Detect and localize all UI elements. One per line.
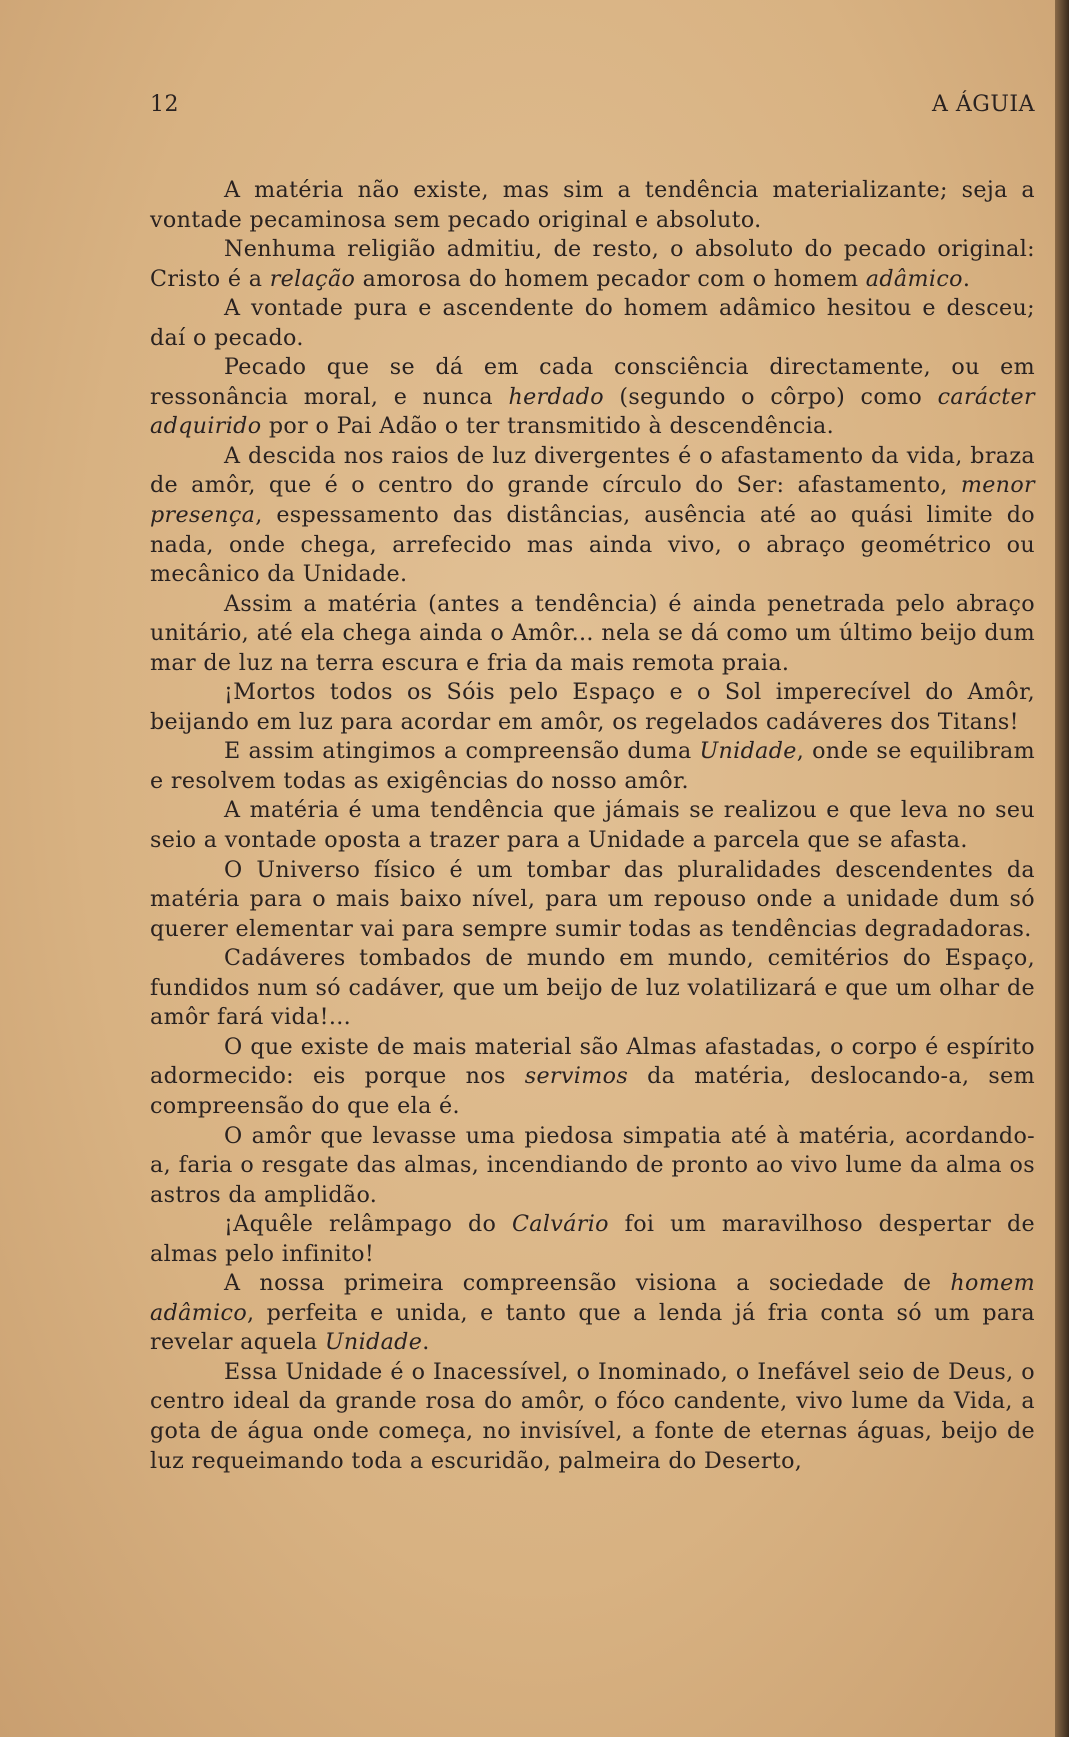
text-run: , onde se equilibram e resolvem todas as exigências do nosso amôr. — [150, 738, 1036, 794]
text-run: A matéria é uma tendência que jámais se realizou e que leva no seu seio a vontade oposta a trazer para a Unidade a parcela que se afasta. — [150, 797, 1035, 854]
italic-run: Unidade — [699, 738, 797, 765]
text-run: A descida nos raios de luz divergentes é o afastamento da vida, braza de amôr, que é o centro do grande círculo do Ser: afastamento, — [150, 442, 1035, 499]
paragraph — [150, 353, 1035, 442]
text-run: Essa Unidade é o Inacessível, o Inominado, o Inefável seio de Deus, o centro ideal da grande rosa do amôr, o fóco candente, vivo lume da Vida, a gota de água onde começa, no invisível, a fonte de eternas águas, beijo de luz requeimando toda a escuridão, palmeira do Deserto, — [150, 1358, 1035, 1474]
italic-run: relação — [269, 265, 356, 292]
text-run: da matéria, deslocando-a, sem compreensão do que ela é. — [150, 1063, 1035, 1119]
paragraph — [150, 737, 1035, 796]
text-run: , perfeita e unida, e tanto que a lenda já fria conta só um para revelar aquela — [150, 1299, 1035, 1356]
italic-run: herdado — [508, 383, 604, 410]
text-run: por o Pai Adão o ter transmitido à descendência. — [261, 413, 835, 440]
paragraph — [150, 294, 1035, 353]
italic-run: homem adâmico — [150, 1270, 1035, 1326]
page-header — [150, 92, 1035, 122]
page-number: 12 — [150, 92, 179, 117]
text-run: foi um maravilhoso despertar de almas pelo infinito! — [150, 1211, 1035, 1267]
paragraph — [150, 1269, 1035, 1358]
paragraph — [150, 442, 1035, 590]
text-run: (segundo o côrpo) como — [603, 383, 938, 410]
paragraph — [150, 856, 1035, 945]
text-run: amorosa do homem pecador com o homem — [355, 265, 866, 292]
text-run: ¡Mortos todos os Sóis pelo Espaço e o Sol imperecível do Amôr, beijando em luz para acordar em amôr, os regelados cadáveres dos Titans! — [150, 679, 1035, 735]
italic-run: menor presença — [150, 472, 1035, 529]
italic-run: Calvário — [511, 1211, 609, 1238]
text-run: A matéria não existe, mas sim a tendência materializante; seja a vontade pecaminosa sem pecado original e absoluto. — [150, 177, 1035, 233]
paragraph — [150, 1033, 1035, 1122]
text-run: . — [422, 1329, 430, 1356]
text-run: Cadáveres tombados de mundo em mundo, cemitérios do Espaço, fundidos num só cadáver, que um beijo de luz volatilizará e que um olhar de amôr fará vida!... — [150, 945, 1035, 1031]
text-run: O Universo físico é um tombar das pluralidades descendentes da matéria para o mais baixo nível, para um repouso onde a unidade dum só querer elementar vai para sempre sumir todas as tendências degradadoras. — [150, 856, 1035, 942]
text-run: Assim a matéria (antes a tendência) é ainda penetrada pelo abraço unitário, até ela chega ainda o Amôr... nela se dá como um último beijo dum mar de luz na terra escura e fria da mais remota praia. — [150, 590, 1035, 676]
body-text — [150, 176, 1035, 1476]
paragraph — [150, 796, 1035, 855]
paragraph — [150, 944, 1035, 1033]
text-run: Nenhuma religião admitiu, de resto, o absoluto do pecado original: Cristo é a — [150, 236, 1035, 292]
text-run: ¡Aquêle relâmpago do — [224, 1211, 512, 1238]
italic-run: Unidade — [324, 1329, 423, 1356]
paragraph — [150, 1122, 1035, 1211]
italic-run: adâmico — [865, 265, 963, 292]
text-run: E assim atingimos a compreensão duma — [224, 738, 700, 765]
page-edge-shadow — [1055, 0, 1069, 1737]
text-run: . — [962, 265, 971, 292]
paragraph — [150, 1210, 1035, 1269]
italic-run: carácter adquirido — [150, 383, 1035, 440]
text-run: , espessamento das distâncias, ausência até ao quási limite do nada, onde chega, arrefecido mas ainda vivo, o abraço geométrico ou mecânico da Unidade. — [150, 502, 1035, 588]
paragraph — [150, 235, 1035, 294]
running-title: A ÁGUIA — [932, 92, 1035, 117]
text-run: A vontade pura e ascendente do homem adâmico hesitou e desceu; daí o pecado. — [150, 295, 1035, 351]
paragraph — [150, 1358, 1035, 1476]
text-run: O amôr que levasse uma piedosa simpatia até à matéria, acordando-a, faria o resgate das almas, incendiando de pronto ao vivo lume da alma os astros da amplidão. — [150, 1122, 1035, 1208]
paragraph — [150, 590, 1035, 679]
text-run: A nossa primeira compreensão visiona a sociedade de — [224, 1270, 951, 1297]
paragraph — [150, 176, 1035, 235]
paragraph — [150, 678, 1035, 737]
text-run: O que existe de mais material são Almas afastadas, o corpo é espírito adormecido: eis porque nos — [150, 1033, 1035, 1090]
italic-run: servimos — [524, 1063, 629, 1090]
text-run: Pecado que se dá em cada consciência directamente, ou em ressonância moral, e nunca — [150, 354, 1035, 410]
